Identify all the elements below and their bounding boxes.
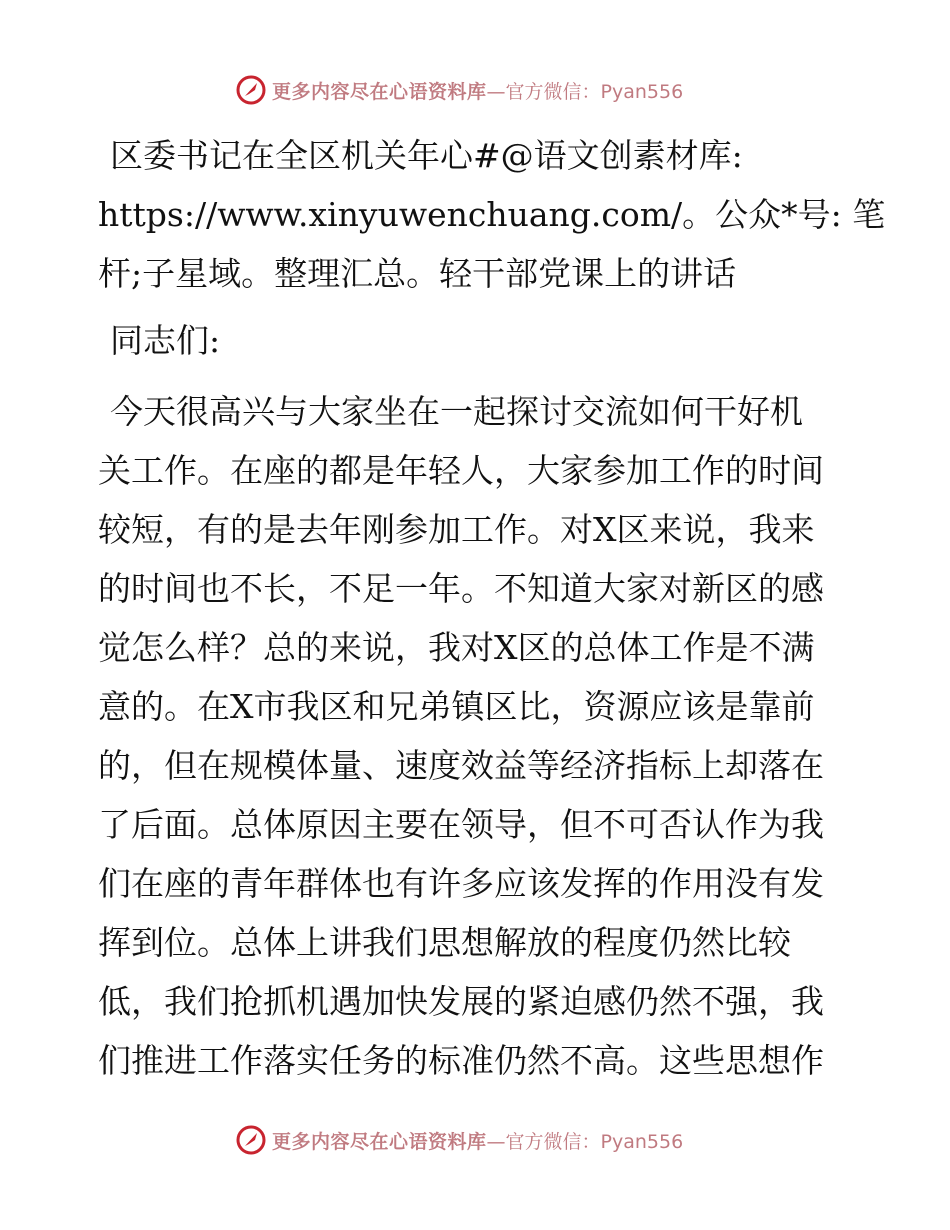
quill-logo-icon bbox=[236, 75, 266, 105]
paragraph-line: 较短，有的是去年刚参加工作。对X区来说，我来 bbox=[98, 510, 815, 549]
paragraph-line: 关工作。在座的都是年轻人，大家参加工作的时间 bbox=[98, 451, 824, 490]
watermark-official: —官方微信：Pyan556 bbox=[486, 1130, 684, 1153]
header-watermark bbox=[236, 72, 683, 108]
watermark-official: —官方微信：Pyan556 bbox=[486, 80, 684, 103]
title-line: https://www.xinyuwenchuang.com/。公众*号: 笔 bbox=[98, 195, 886, 234]
document-body bbox=[98, 126, 886, 1090]
paragraph-line: 挥到位。总体上讲我们思想解放的程度仍然比较 bbox=[98, 923, 791, 962]
paragraph-line: 低，我们抢抓机遇加快发展的紧迫感仍然不强，我 bbox=[98, 982, 824, 1021]
paragraph-line: 们在座的青年群体也有许多应该发挥的作用没有发 bbox=[98, 864, 824, 903]
paragraph-line: 的，但在规模体量、速度效益等经济指标上却落在 bbox=[98, 746, 824, 785]
paragraph-line: 意的。在X市我区和兄弟镇区比，资源应该是靠前 bbox=[98, 687, 815, 726]
title-line: 区委书记在全区机关年心#@语文创素材库: bbox=[110, 136, 743, 175]
footer-watermark bbox=[236, 1122, 683, 1158]
quill-logo-icon bbox=[236, 1125, 266, 1155]
paragraph-line: 今天很高兴与大家坐在一起探讨交流如何干好机 bbox=[110, 392, 803, 431]
paragraph-line: 们推进工作落实任务的标准仍然不高。这些思想作 bbox=[98, 1041, 824, 1080]
paragraph-line: 的时间也不长，不足一年。不知道大家对新区的感 bbox=[98, 569, 824, 608]
paragraph-line: 了后面。总体原因主要在领导，但不可否认作为我 bbox=[98, 805, 824, 844]
paragraph-line: 觉怎么样？总的来说，我对X区的总体工作是不满 bbox=[98, 628, 815, 667]
watermark-brand: 更多内容尽在心语资料库 bbox=[272, 80, 487, 103]
salutation: 同志们: bbox=[110, 321, 221, 360]
title-line: 杆;子星域。整理汇总。轻干部党课上的讲话 bbox=[98, 254, 737, 293]
watermark-brand: 更多内容尽在心语资料库 bbox=[272, 1130, 487, 1153]
